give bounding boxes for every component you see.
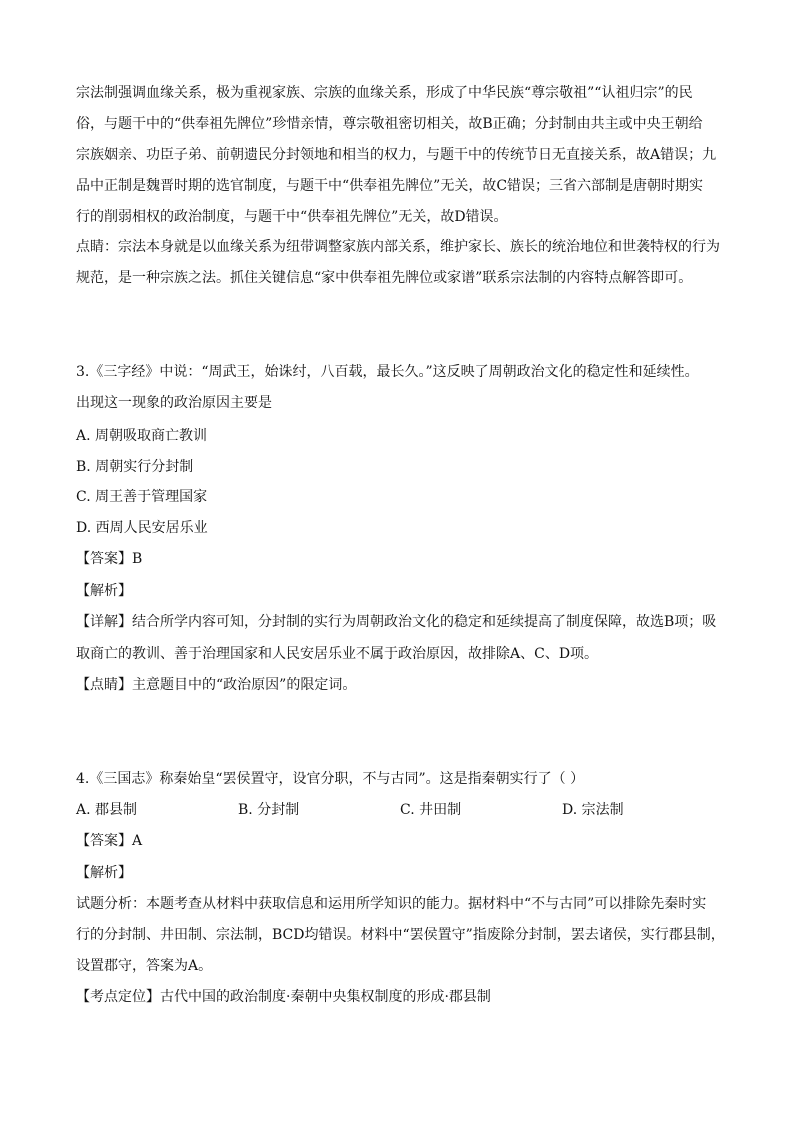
q2-analysis-line: 行的削弱相权的政治制度，与题干中“供奉祖先牌位”无关，故D错误。 xyxy=(76,209,508,225)
q4-analysis-line: 试题分析：本题考查从材料中获取信息和运用所学知识的能力。据材料中“不与古同”可以排除先秦时实 xyxy=(76,896,707,912)
q3-detail-line: 取商亡的教训、善于治理国家和人民安居乐业不属于政治原因，故排除A、C、D项。 xyxy=(76,646,599,662)
q4-option-c: C. 井田制 xyxy=(400,802,462,818)
q3-option-a: A. 周朝吸取商亡教训 xyxy=(76,428,208,444)
q2-tip-line: 规范，是一种宗族之法。抓住关键信息“家中供奉祖先牌位或家谱”联系宗法制的内容特点解答即可。 xyxy=(76,270,693,286)
q2-tip-line: 点睛：宗法本身就是以血缘关系为纽带调整家族内部关系，维护家长、族长的统治地位和世袭特权的行为 xyxy=(76,239,720,255)
q4-option-b: B. 分封制 xyxy=(238,802,300,818)
q3-stem-line: 3.《三字经》中说：“周武王，始诛纣，八百载，最长久。”这反映了周朝政治文化的稳定性和延续性。 xyxy=(76,364,699,380)
q4-stem: 4.《三国志》称秦始皇“罢侯置守，设官分职，不与古同”。这是指秦朝实行了（ ） xyxy=(76,771,585,787)
q2-analysis-line: 宗族姻亲、功臣子弟、前朝遗民分封领地和相当的权力，与题干中的传统节日无直接关系，故A错误；九 xyxy=(76,147,717,163)
q3-option-b: B. 周朝实行分封制 xyxy=(76,459,194,475)
q2-analysis-line: 俗，与题干中的“供奉祖先牌位”珍惜亲情，尊宗敬祖密切相关，故B正确；分封制由共主或中央王朝给 xyxy=(76,116,703,132)
q4-analysis-line: 设置郡守，答案为A。 xyxy=(76,958,213,974)
q4-option-a: A. 郡县制 xyxy=(76,802,138,818)
q3-detail-line: 【详解】结合所学内容可知，分封制的实行为周朝政治文化的稳定和延续提高了制度保障，故选B项；吸 xyxy=(76,614,717,630)
q3-option-d: D. 西周人民安居乐业 xyxy=(76,520,208,536)
q3-stem-line: 出现这一现象的政治原因主要是 xyxy=(76,395,272,411)
q3-option-c: C. 周王善于管理国家 xyxy=(76,489,208,505)
q4-option-d: D. 宗法制 xyxy=(562,802,624,818)
q4-answer: 【答案】A xyxy=(76,833,143,849)
q3-analysis-label: 【解析】 xyxy=(76,583,132,599)
q4-analysis-label: 【解析】 xyxy=(76,865,132,881)
q3-answer: 【答案】B xyxy=(76,551,143,567)
q4-point: 【考点定位】古代中国的政治制度·秦朝中央集权制度的形成·郡县制 xyxy=(76,989,491,1005)
q3-tip: 【点睛】主意题目中的“政治原因”的限定词。 xyxy=(76,677,357,693)
q2-analysis-line: 品中正制是魏晋时期的选官制度，与题干中“供奉祖先牌位”无关，故C错误；三省六部制是唐朝时期实 xyxy=(76,178,704,194)
q2-analysis-line: 宗法制强调血缘关系，极为重视家族、宗族的血缘关系，形成了中华民族“尊宗敬祖”“认祖归宗”的民 xyxy=(76,85,693,101)
q4-analysis-line: 行的分封制、井田制、宗法制，BCD均错误。材料中“罢侯置守”指废除分封制，罢去诸侯，实行郡县制， xyxy=(76,927,725,943)
